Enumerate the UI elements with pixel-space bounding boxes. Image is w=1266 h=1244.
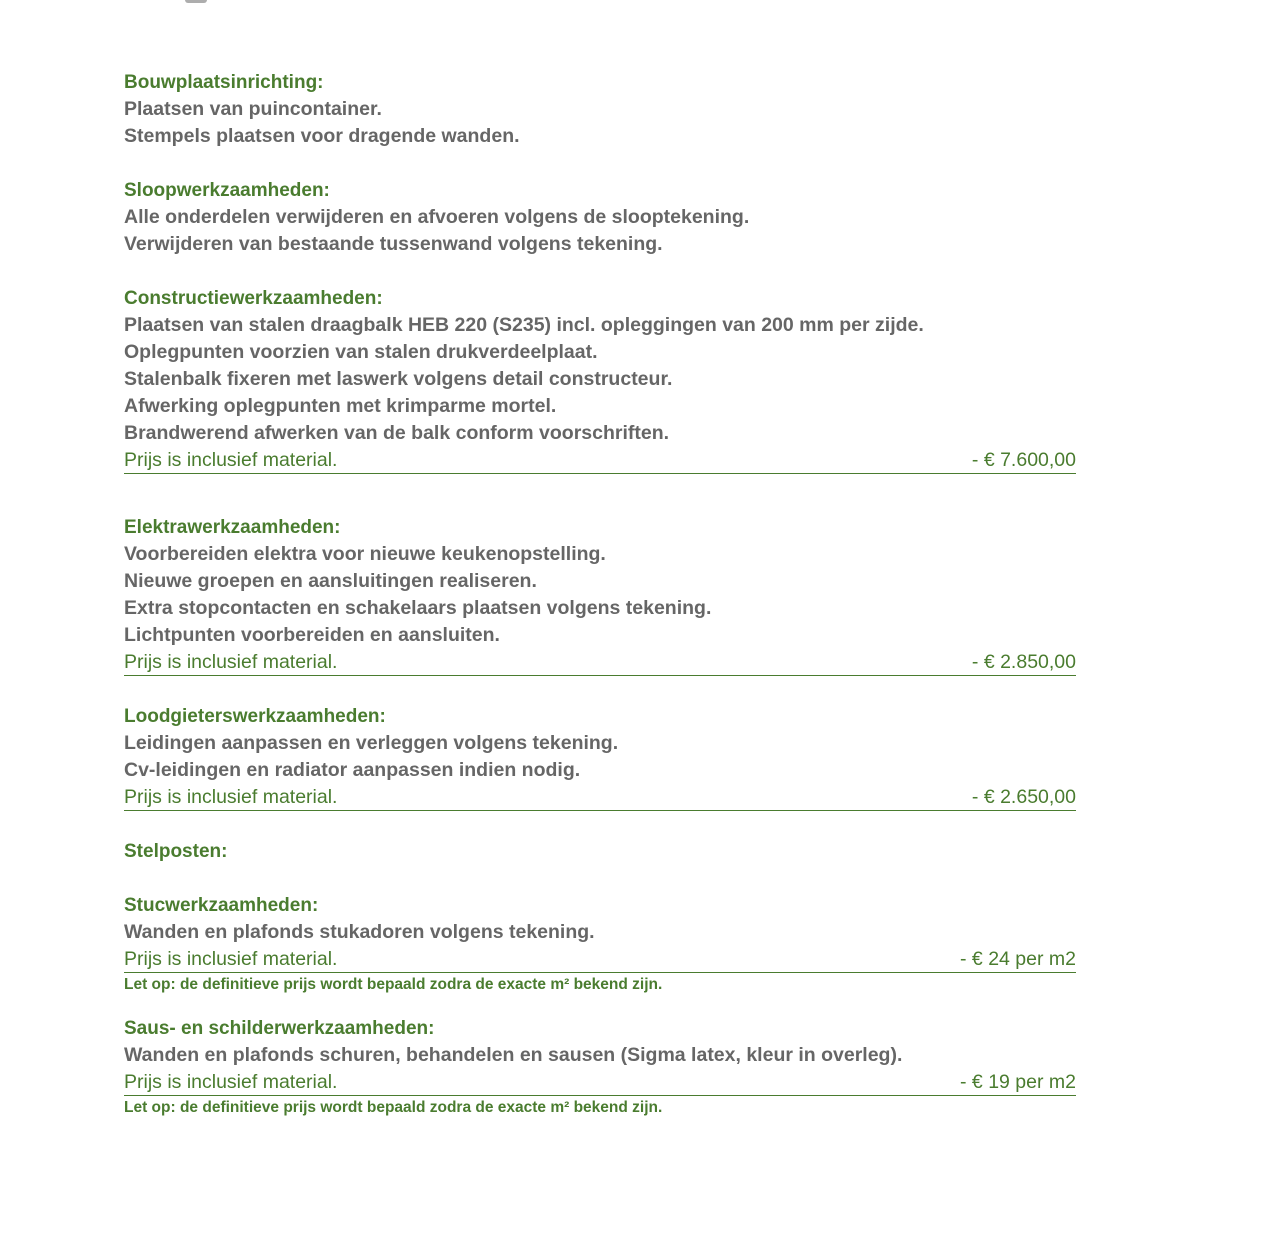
price-value: - € 24 per m2 — [960, 948, 1076, 970]
price-row — [124, 649, 1076, 676]
section-line: Cv-leidingen en radiator aanpassen indien nodig. — [124, 759, 581, 781]
section-heading: Saus- en schilderwerkzaamheden: — [124, 1018, 435, 1039]
price-label: Prijs is inclusief material. — [124, 651, 338, 673]
price-note: Let op: de definitieve prijs wordt bepaald zodra de exacte m² bekend zijn. — [124, 976, 663, 993]
section-line: Voorbereiden elektra voor nieuwe keukenopstelling. — [124, 543, 606, 565]
section-line: Verwijderen van bestaande tussenwand volgens tekening. — [124, 233, 663, 255]
section-heading: Bouwplaatsinrichting: — [124, 72, 324, 93]
section-heading: Sloopwerkzaamheden: — [124, 180, 330, 201]
price-row — [124, 1069, 1076, 1096]
price-row — [124, 946, 1076, 973]
section-line: Plaatsen van puincontainer. — [124, 98, 382, 120]
price-row — [124, 784, 1076, 811]
price-row — [124, 447, 1076, 474]
section-line: Extra stopcontacten en schakelaars plaatsen volgens tekening. — [124, 597, 712, 619]
price-value: - € 7.600,00 — [971, 449, 1076, 471]
price-label: Prijs is inclusief material. — [124, 1071, 338, 1093]
section-heading: Stucwerkzaamheden: — [124, 895, 319, 916]
cropped-text-fragment — [185, 0, 207, 3]
section-heading: Loodgieterswerkzaamheden: — [124, 706, 386, 727]
section-sloopwerkzaamheden — [124, 177, 1076, 258]
section-line: Wanden en plafonds schuren, behandelen en sausen (Sigma latex, kleur in overleg). — [124, 1044, 903, 1066]
section-schilderwerkzaamheden — [124, 1015, 1076, 1120]
section-line: Brandwerend afwerken van de balk conform voorschriften. — [124, 422, 670, 444]
section-line: Stempels plaatsen voor dragende wanden. — [124, 125, 520, 147]
price-value: - € 19 per m2 — [960, 1071, 1076, 1093]
section-elektrawerkzaamheden — [124, 514, 1076, 676]
section-bouwplaatsinrichting — [124, 69, 1076, 150]
price-value: - € 2.650,00 — [971, 786, 1076, 808]
section-line: Plaatsen van stalen draagbalk HEB 220 (S235) incl. opleggingen van 200 mm per zijde. — [124, 314, 924, 336]
section-heading: Stelposten: — [124, 841, 228, 862]
price-note: Let op: de definitieve prijs wordt bepaald zodra de exacte m² bekend zijn. — [124, 1099, 663, 1116]
quote-document — [124, 69, 1076, 1120]
section-line: Wanden en plafonds stukadoren volgens tekening. — [124, 921, 595, 943]
section-line: Afwerking oplegpunten met krimparme mortel. — [124, 395, 557, 417]
section-line: Oplegpunten voorzien van stalen drukverdeelplaat. — [124, 341, 598, 363]
section-line: Alle onderdelen verwijderen en afvoeren volgens de slooptekening. — [124, 206, 750, 228]
section-heading: Constructiewerkzaamheden: — [124, 288, 383, 309]
section-stucwerkzaamheden — [124, 892, 1076, 997]
section-line: Leidingen aanpassen en verleggen volgens tekening. — [124, 732, 619, 754]
section-line: Lichtpunten voorbereiden en aansluiten. — [124, 624, 500, 646]
price-value: - € 2.850,00 — [971, 651, 1076, 673]
section-stelposten — [124, 838, 1076, 865]
price-label: Prijs is inclusief material. — [124, 786, 338, 808]
section-line: Nieuwe groepen en aansluitingen realiseren. — [124, 570, 537, 592]
price-label: Prijs is inclusief material. — [124, 449, 338, 471]
section-heading: Elektrawerkzaamheden: — [124, 517, 341, 538]
section-constructiewerkzaamheden — [124, 285, 1076, 474]
price-label: Prijs is inclusief material. — [124, 948, 338, 970]
section-loodgieterswerkzaamheden — [124, 703, 1076, 811]
section-line: Stalenbalk fixeren met laswerk volgens detail constructeur. — [124, 368, 673, 390]
